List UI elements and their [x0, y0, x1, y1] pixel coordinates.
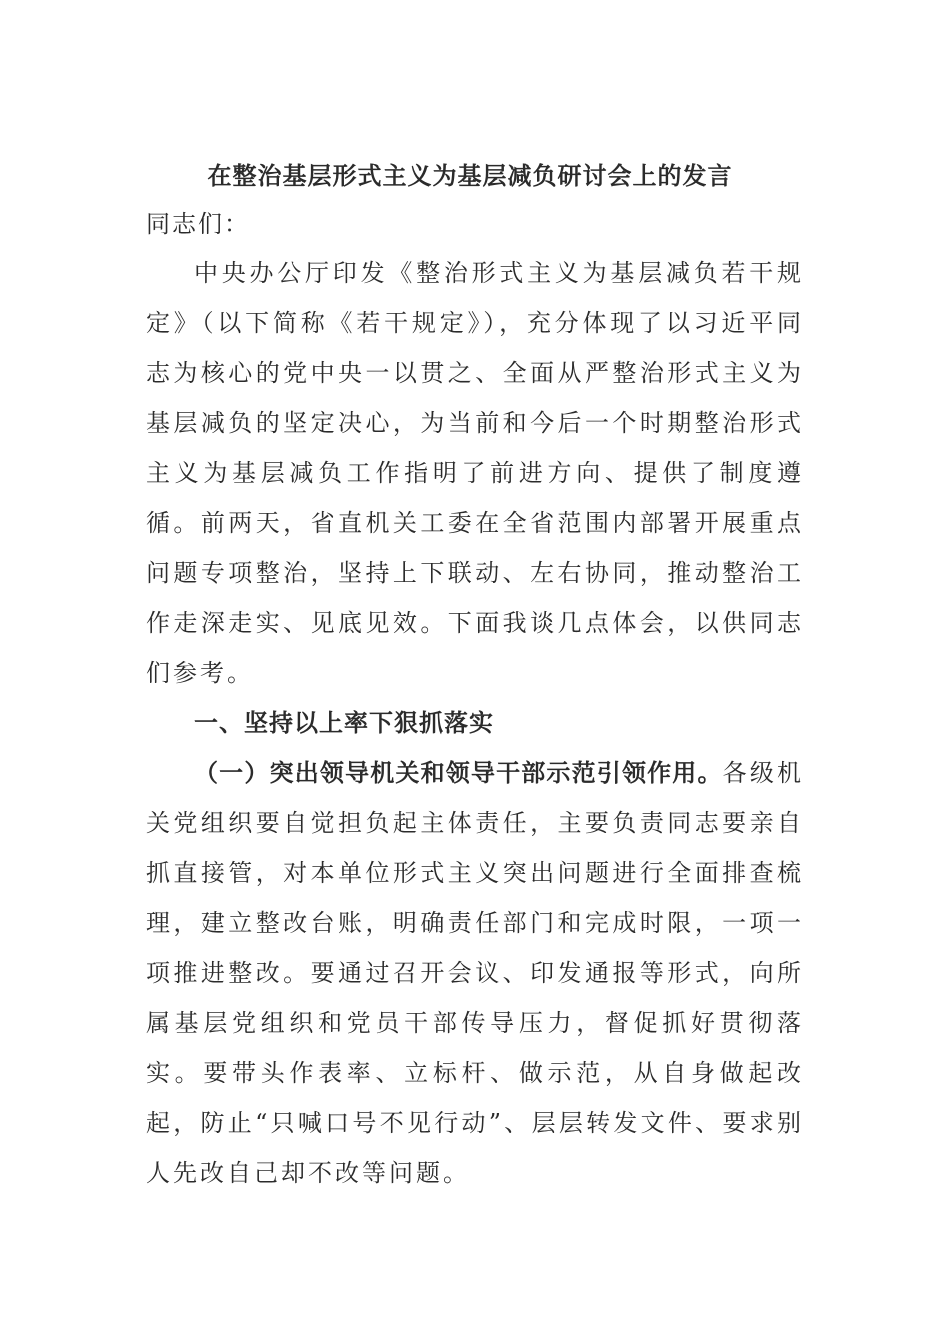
salutation: 同志们： — [146, 210, 250, 238]
section-heading-one: 一、坚持以上率下狠抓落实 — [194, 708, 494, 737]
subsection-paragraph-one — [146, 748, 804, 1198]
intro-paragraph: 中央办公厅印发《整治形式主义为基层减负若干规定》（以下简称《若干规定》），充分体现了以习近平同志为核心的党中央一以贯之、全面从严整治形式主义为基层减负的坚定决心，为当前和今后一个时期整治形式主义为基层减负工作指明了前进方向、提供了制度遵循。前两天，省直机关工委在全省范围内部署开展重点问题专项整治，坚持上下联动、左右协同，推动整治工作走深走实、见底见效。下面我谈几点体会，以供同志们参考。 — [146, 259, 804, 687]
document-body — [146, 152, 804, 1198]
document-title: 在整治基层形式主义为基层减负研讨会上的发言 — [207, 161, 733, 190]
subsection-lead: （一）突出领导机关和领导干部示范引领作用。 — [194, 758, 723, 787]
subsection-body: 各级机关党组织要自觉担负起主体责任，主要负责同志要亲自抓直接管，对本单位形式主义突出问题进行全面排查梳理，建立整改台账，明确责任部门和完成时限，一项一项推进整改。要通过召开会议、印发通报等形式，向所属基层党组织和党员干部传导压力，督促抓好贯彻落实。要带头作表率、立标杆、做示范，从自身做起改起，防止“只喊口号不见行动”、层层转发文件、要求别人先改自己却不改等问题。 — [146, 759, 805, 1187]
